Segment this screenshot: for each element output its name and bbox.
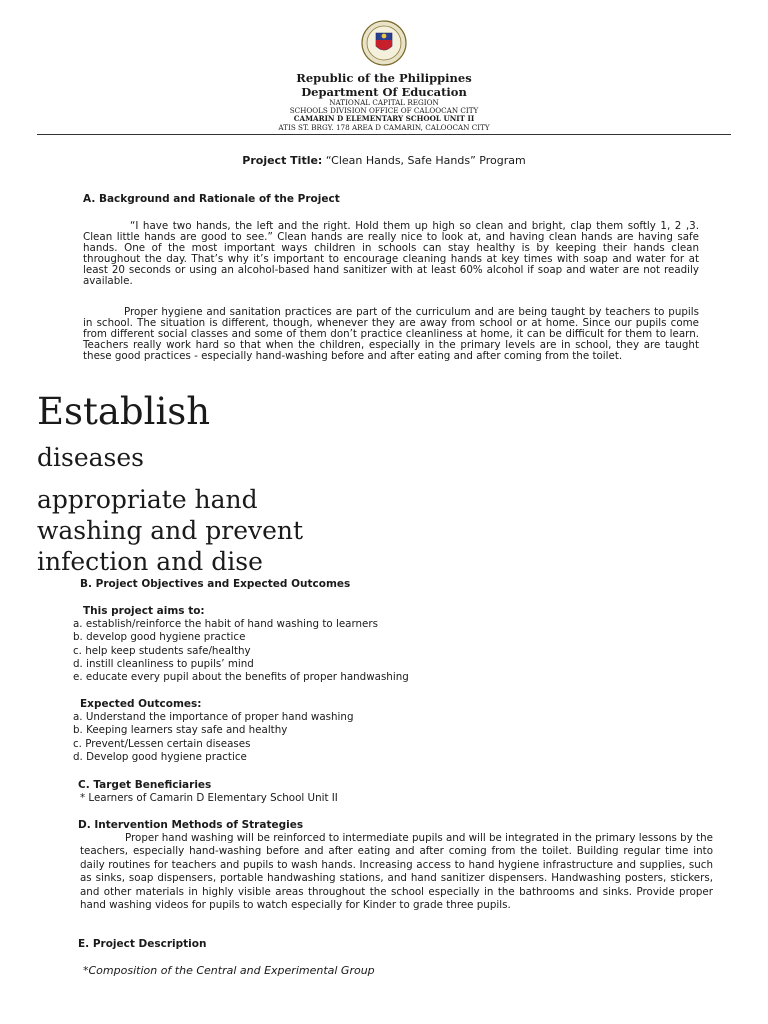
overlay-text-diseases: diseases — [37, 443, 144, 472]
list-item: c. Prevent/Lessen certain diseases — [73, 737, 251, 750]
header-school: CAMARIN D ELEMENTARY SCHOOL UNIT II — [293, 114, 475, 123]
list-item: e. educate every pupil about the benefits of proper handwashing — [73, 671, 409, 684]
overlay-line: appropriate hand — [37, 485, 258, 514]
list-item: b. Keeping learners stay safe and healthy — [73, 724, 288, 737]
list-item: d. Develop good hygiene practice — [73, 750, 247, 763]
section-c-heading: C. Target Beneficiaries — [78, 779, 212, 791]
section-d-heading: D. Intervention Methods of Strategies — [78, 819, 304, 831]
header-region: NATIONAL CAPITAL REGION — [329, 98, 439, 107]
header-republic: Republic of the Philippines — [296, 71, 472, 85]
list-item: d. instill cleanliness to pupils’ mind — [73, 657, 254, 670]
header-division: SCHOOLS DIVISION OFFICE OF CALOOCAN CITY — [289, 106, 479, 115]
header-rule — [37, 134, 731, 135]
header-address: ATIS ST. BRGY. 178 AREA D CAMARIN, CALOOCAN CITY — [278, 123, 490, 132]
project-title-value: “Clean Hands, Safe Hands” Program — [325, 154, 526, 167]
project-title-label: Project Title: — [242, 154, 323, 167]
list-item: a. Understand the importance of proper hand washing — [73, 711, 354, 723]
deped-seal — [346, 20, 422, 66]
section-a-paragraph-1: “I have two hands, the left and the right. Hold them up high so clean and bright, clap them softly 1, 2 ,3. Clean little hands are good to see.” Clean hands are really nice to look at, and having clean hands are having safe hands. One of the most important ways children in schools can stay healthy is by keeping their hands clean throughout the day. That’s why it’s important to encourage cleaning hands at key times with soap and water for at least 20 seconds or using an alcohol-based hand sanitizer with at least 60% alcohol if soap and water are not readily available. — [83, 220, 699, 287]
header-department: Department Of Education — [301, 85, 467, 99]
outcomes-label: Expected Outcomes: — [80, 698, 202, 710]
list-item: a. establish/reinforce the habit of hand washing to learners — [73, 618, 378, 630]
list-item: c. help keep students safe/healthy — [73, 644, 251, 657]
aims-list — [73, 618, 409, 684]
overlay-text-establish: Establish — [37, 390, 211, 433]
overlay-text-block — [37, 484, 303, 577]
section-b-heading: B. Project Objectives and Expected Outcomes — [80, 578, 351, 590]
overlay-line: infection and dise — [37, 547, 263, 576]
section-a-heading: A. Background and Rationale of the Project — [83, 193, 340, 205]
aims-label: This project aims to: — [83, 605, 205, 617]
list-item: b. develop good hygiene practice — [73, 631, 246, 644]
section-c-text: * Learners of Camarin D Elementary School Unit II — [80, 792, 338, 804]
section-e-footnote: *Composition of the Central and Experimental Group — [83, 964, 375, 977]
overlay-line: washing and prevent — [37, 516, 304, 545]
project-title — [0, 154, 768, 167]
section-a-paragraph-2: Proper hygiene and sanitation practices are part of the curriculum and are being taught by teachers to pupils in school. The situation is different, though, whenever they are away from school or at home. Since our pupils come from different social classes and some of them don’t practice cleanliness at home, it can be difficult for them to learn. Teachers really work hard so that when the children, especially in the primary levels are in school, they are taught these good practices - especially hand-washing before and after eating and after coming from the toilet. — [83, 306, 699, 362]
outcomes-list — [73, 711, 353, 764]
section-d-text: Proper hand washing will be reinforced to intermediate pupils and will be integrated in the primary lessons by the teachers, especially hand-washing before and after eating and after coming from the toilet. Building regular time into daily routines for teachers and pupils to wash hands. Increasing access to hand hygiene infrastructure and supplies, such as sinks, soap dispensers, portable handwashing stations, and hand sanitizer dispensers. Handwashing posters, stickers, and other materials in highly visible areas throughout the school especially in the bathrooms and sinks. Provide proper hand washing videos for pupils to watch especially for Kinder to grade three pupils. — [80, 832, 713, 912]
section-e-heading: E. Project Description — [78, 938, 207, 950]
